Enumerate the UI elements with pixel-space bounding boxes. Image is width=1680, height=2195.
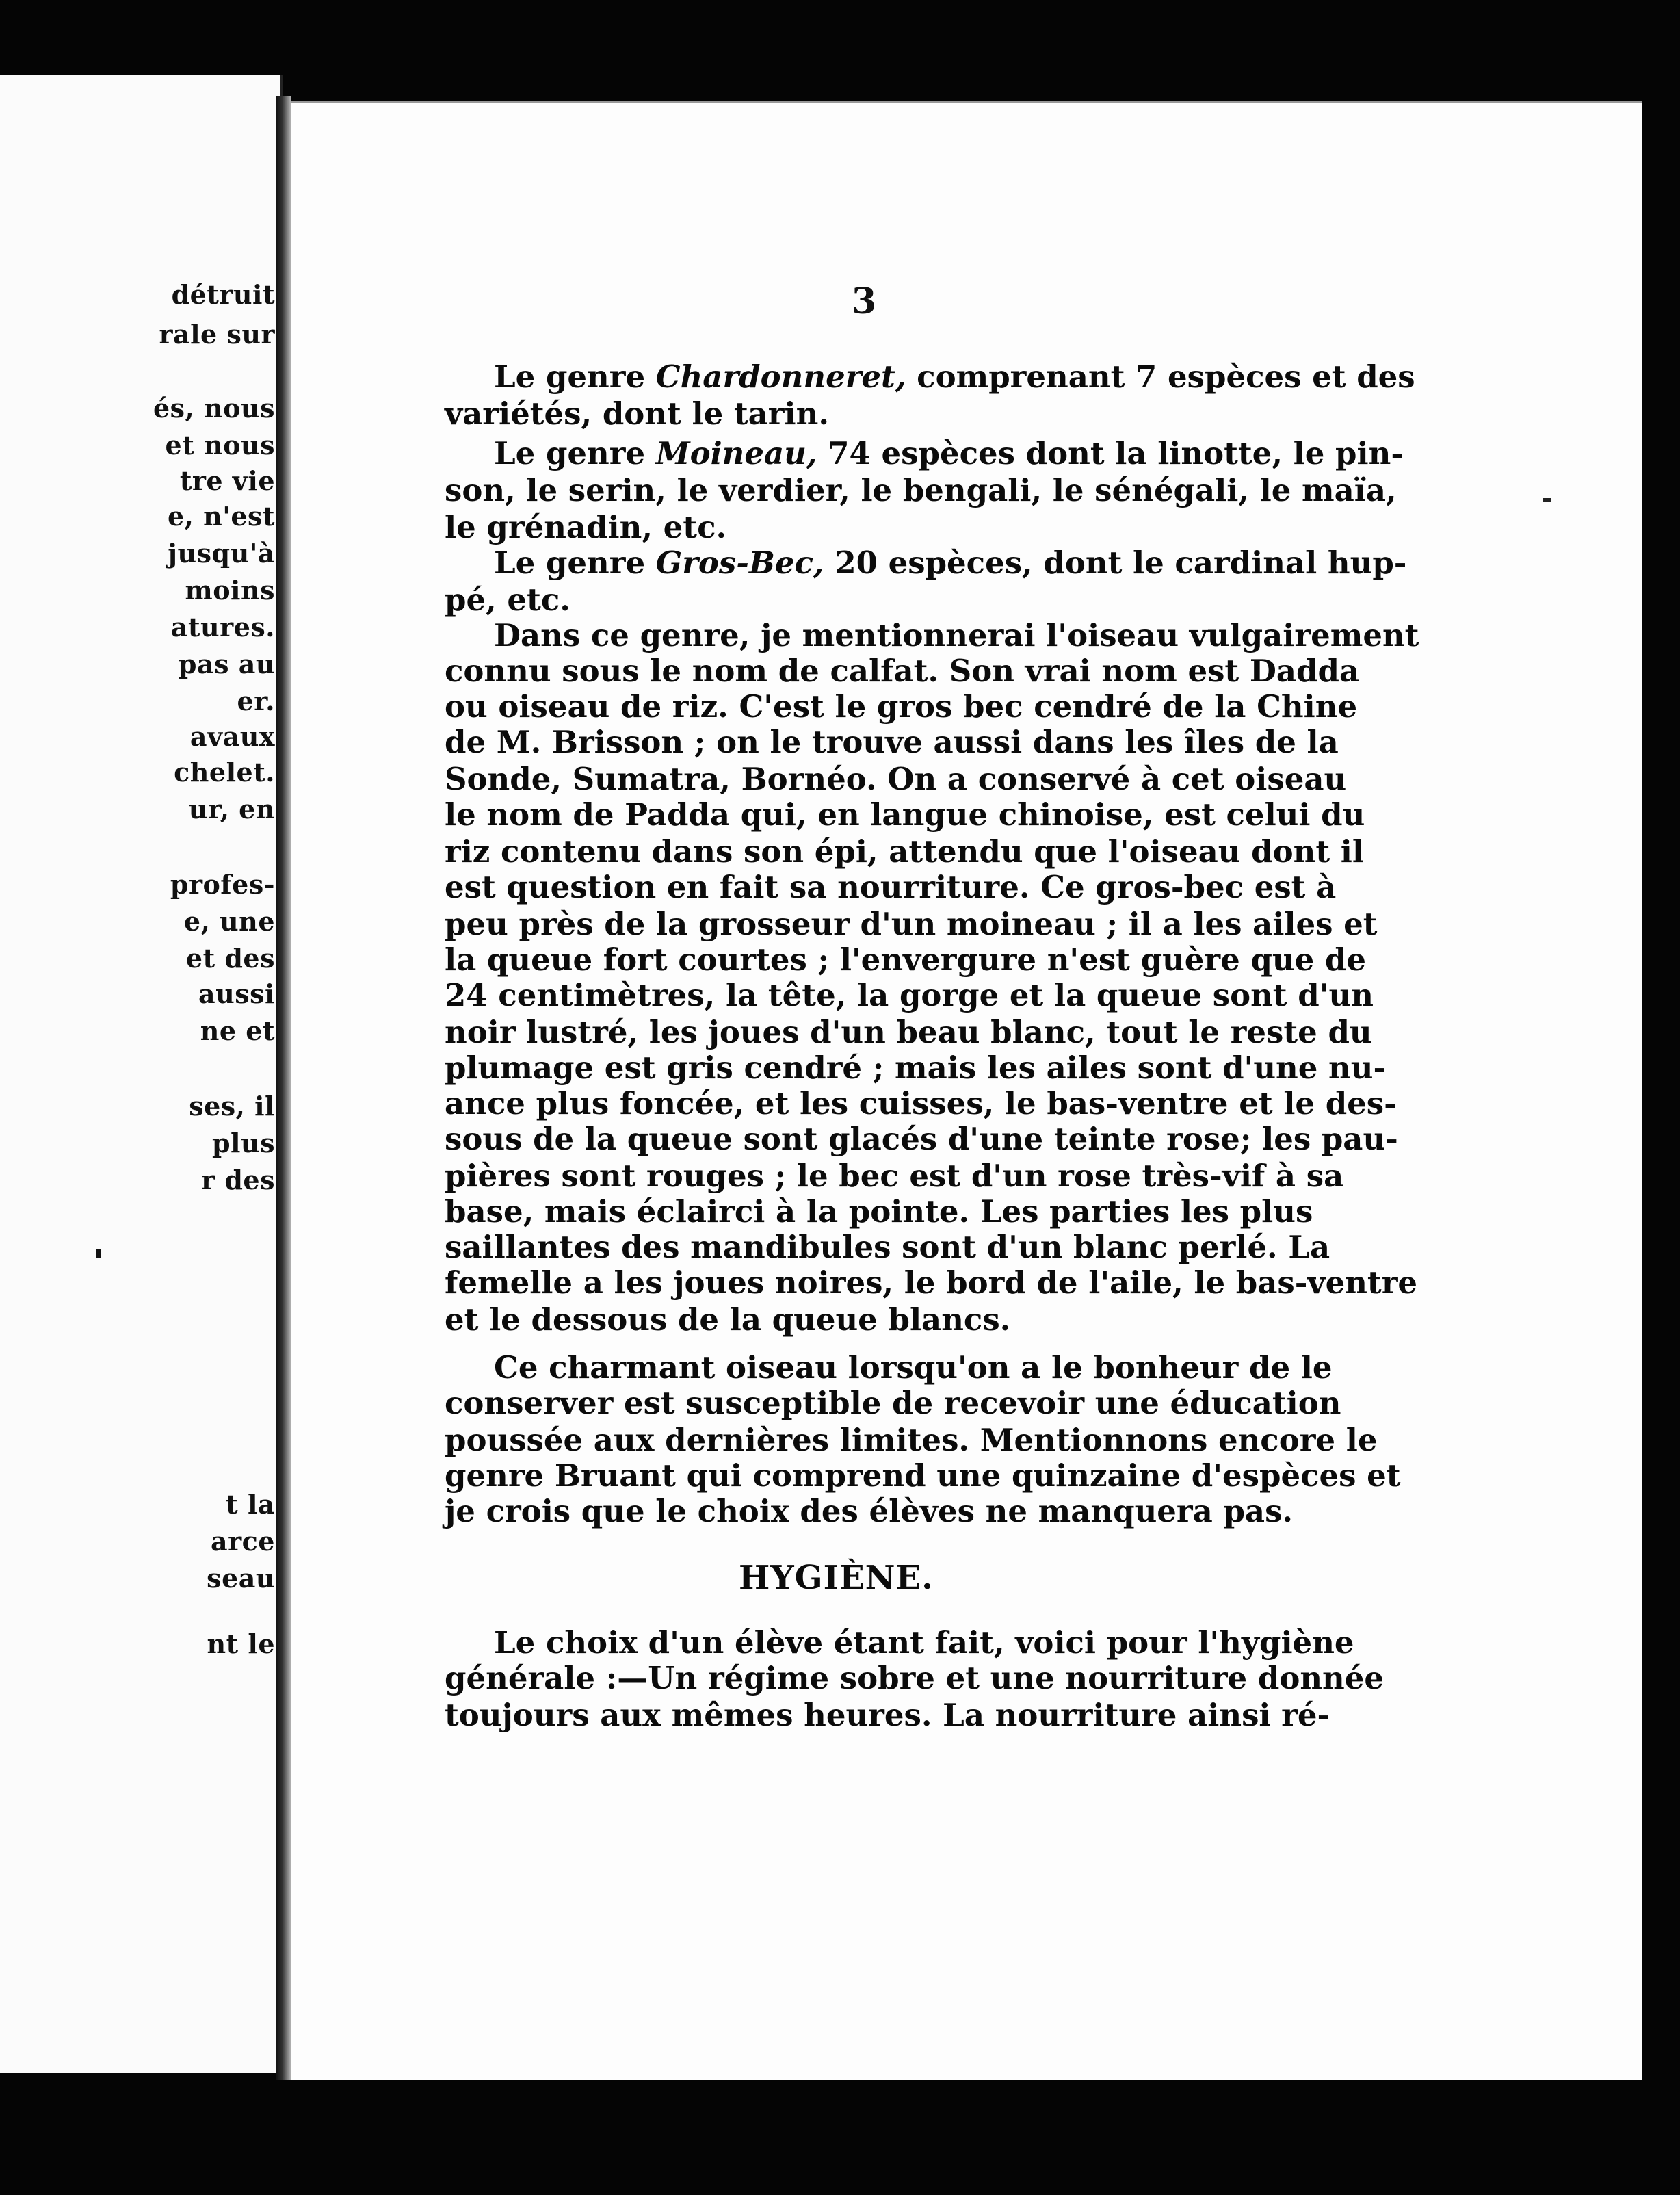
body-text-line xyxy=(494,359,1415,395)
left-page-line: e, une xyxy=(183,906,275,937)
body-text-line xyxy=(445,833,1365,870)
left-page-line: et des xyxy=(185,943,275,974)
text-run: la queue fort courtes ; l'envergure n'est guère que de xyxy=(445,941,1367,978)
left-page-line: jusqu'à xyxy=(168,538,275,569)
body-text-line xyxy=(445,472,1397,508)
text-run: sous de la queue sont glacés d'une teinte rose; les pau- xyxy=(445,1121,1398,1157)
italic-genus-name: Chardonneret, xyxy=(655,359,906,395)
left-page-line: r des xyxy=(201,1165,275,1195)
text-run: connu sous le nom de calfat. Son vrai nom est Dadda xyxy=(445,653,1360,689)
text-run: Le choix d'un élève étant fait, voici pour l'hygiène xyxy=(494,1624,1354,1661)
body-text-line xyxy=(445,1457,1401,1494)
left-page-line: profes- xyxy=(170,869,275,900)
text-run: et le dessous de la queue blancs. xyxy=(445,1301,1011,1338)
body-text-line xyxy=(445,1050,1387,1086)
body-text-line xyxy=(445,582,570,618)
text-run: genre Bruant qui comprend une quinzaine d'espèces et xyxy=(445,1457,1401,1494)
left-page-line: nt le xyxy=(207,1628,275,1659)
text-run: toujours aux mêmes heures. La nourriture ainsi ré- xyxy=(445,1697,1330,1733)
body-text-line xyxy=(445,941,1367,978)
text-run: riz contenu dans son épi, attendu que l'oiseau dont il xyxy=(445,833,1365,870)
left-page-line: et nous xyxy=(165,430,275,460)
text-run: comprenant 7 espèces et des xyxy=(906,359,1415,395)
body-text-line xyxy=(445,1264,1418,1301)
body-text-line xyxy=(445,1422,1378,1458)
text-run: Ce charmant oiseau lorsqu'on a le bonheur de le xyxy=(494,1349,1333,1386)
text-run: Dans ce genre, je mentionnerai l'oiseau vulgairement xyxy=(494,617,1419,653)
left-page-line: ur, en xyxy=(188,794,275,824)
left-page-line: er. xyxy=(237,686,275,716)
left-page-line: rale sur xyxy=(159,319,275,350)
text-run: pières sont rouges ; le bec est d'un rose très-vif à sa xyxy=(445,1158,1344,1194)
section-heading: HYGIÈNE. xyxy=(739,1559,934,1597)
text-run: 20 espèces, dont le cardinal hup- xyxy=(824,545,1407,581)
body-text-line xyxy=(494,435,1404,471)
left-page-line: avaux xyxy=(189,721,275,752)
body-text-line xyxy=(445,869,1337,905)
text-run: peu près de la grosseur d'un moineau ; il a les ailes et xyxy=(445,906,1378,942)
body-text-line xyxy=(445,1385,1341,1421)
text-run: femelle a les joues noires, le bord de l'aile, le bas-ventre xyxy=(445,1264,1418,1301)
left-page xyxy=(0,75,283,2073)
left-page-line: seau xyxy=(207,1563,275,1594)
left-page-line: tre vie xyxy=(179,465,275,496)
text-run: Le genre xyxy=(494,545,656,581)
text-run: Sonde, Sumatra, Bornéo. On a conservé à cet oiseau xyxy=(445,761,1347,797)
text-run: de M. Brisson ; on le trouve aussi dans les îles de la xyxy=(445,724,1339,760)
body-text-line xyxy=(445,761,1347,797)
text-run: base, mais éclairci à la pointe. Les parties les plus xyxy=(445,1193,1313,1230)
left-page-line: plus xyxy=(211,1128,275,1158)
text-run: le nom de Padda qui, en langue chinoise, est celui du xyxy=(445,796,1365,833)
body-text-line xyxy=(445,1121,1398,1157)
body-text-line xyxy=(445,1229,1330,1265)
left-page-line: ses, il xyxy=(189,1091,275,1121)
left-page-line: aussi xyxy=(198,978,275,1009)
text-run: plumage est gris cendré ; mais les ailes sont d'une nu- xyxy=(445,1050,1387,1086)
body-text-line xyxy=(494,1349,1333,1386)
left-page-line: atures. xyxy=(170,612,275,642)
text-run: conserver est susceptible de recevoir une éducation xyxy=(445,1385,1341,1421)
body-text-line xyxy=(445,395,829,432)
body-text-line xyxy=(445,906,1378,942)
left-page-line: pas au xyxy=(178,649,275,679)
left-page-line: arce xyxy=(211,1526,275,1557)
text-run: ou oiseau de riz. C'est le gros bec cendré de la Chine xyxy=(445,688,1358,725)
italic-genus-name: Gros-Bec, xyxy=(655,545,824,581)
text-run: saillantes des mandibules sont d'un blanc perlé. La xyxy=(445,1229,1330,1265)
body-text-line xyxy=(494,545,1407,581)
margin-dot xyxy=(96,1249,101,1258)
text-run: pé, etc. xyxy=(445,582,570,618)
margin-mark xyxy=(1543,498,1551,502)
body-text-line xyxy=(494,617,1419,653)
left-page-line: és, nous xyxy=(153,393,275,424)
left-page-line: ne et xyxy=(200,1015,275,1046)
body-text-line xyxy=(445,1697,1330,1733)
body-text-line xyxy=(445,1193,1313,1230)
body-text-line xyxy=(445,1158,1344,1194)
body-text-line xyxy=(445,1660,1384,1696)
left-page-line: moins xyxy=(185,575,275,606)
left-page-line: chelet. xyxy=(174,757,275,788)
body-text-line xyxy=(445,724,1339,760)
text-run: Le genre xyxy=(494,435,656,471)
body-text-line xyxy=(445,977,1374,1013)
text-run: noir lustré, les joues d'un beau blanc, tout le reste du xyxy=(445,1014,1372,1050)
text-run: générale :—Un régime sobre et une nourriture donnée xyxy=(445,1660,1384,1696)
text-run: ance plus foncée, et les cuisses, le bas-ventre et le des- xyxy=(445,1085,1397,1121)
left-page-line: e, n'est xyxy=(167,501,275,532)
body-text-line xyxy=(445,509,727,545)
left-page-line: t la xyxy=(226,1489,275,1520)
italic-genus-name: Moineau, xyxy=(655,435,817,471)
page-number: 3 xyxy=(852,281,877,322)
text-run: le grénadin, etc. xyxy=(445,509,727,545)
body-text-line xyxy=(445,1014,1372,1050)
text-run: 24 centimètres, la tête, la gorge et la queue sont d'un xyxy=(445,977,1374,1013)
text-run: poussée aux dernières limites. Mentionnons encore le xyxy=(445,1422,1378,1458)
body-text-line xyxy=(445,1085,1397,1121)
book-gutter xyxy=(276,96,291,2080)
text-run: je crois que le choix des élèves ne manquera pas. xyxy=(445,1493,1294,1529)
body-text-line xyxy=(445,796,1365,833)
text-run: 74 espèces dont la linotte, le pin- xyxy=(817,435,1404,471)
left-page-line: détruit xyxy=(171,279,275,310)
body-text-line xyxy=(445,688,1358,725)
body-text-line xyxy=(445,653,1360,689)
body-text-line xyxy=(445,1301,1011,1338)
body-text-line xyxy=(494,1624,1354,1661)
text-run: est question en fait sa nourriture. Ce gros-bec est à xyxy=(445,869,1337,905)
text-run: Le genre xyxy=(494,359,656,395)
text-run: variétés, dont le tarin. xyxy=(445,395,829,432)
text-run: son, le serin, le verdier, le bengali, le sénégali, le maïa, xyxy=(445,472,1397,508)
body-text-line xyxy=(445,1493,1294,1529)
